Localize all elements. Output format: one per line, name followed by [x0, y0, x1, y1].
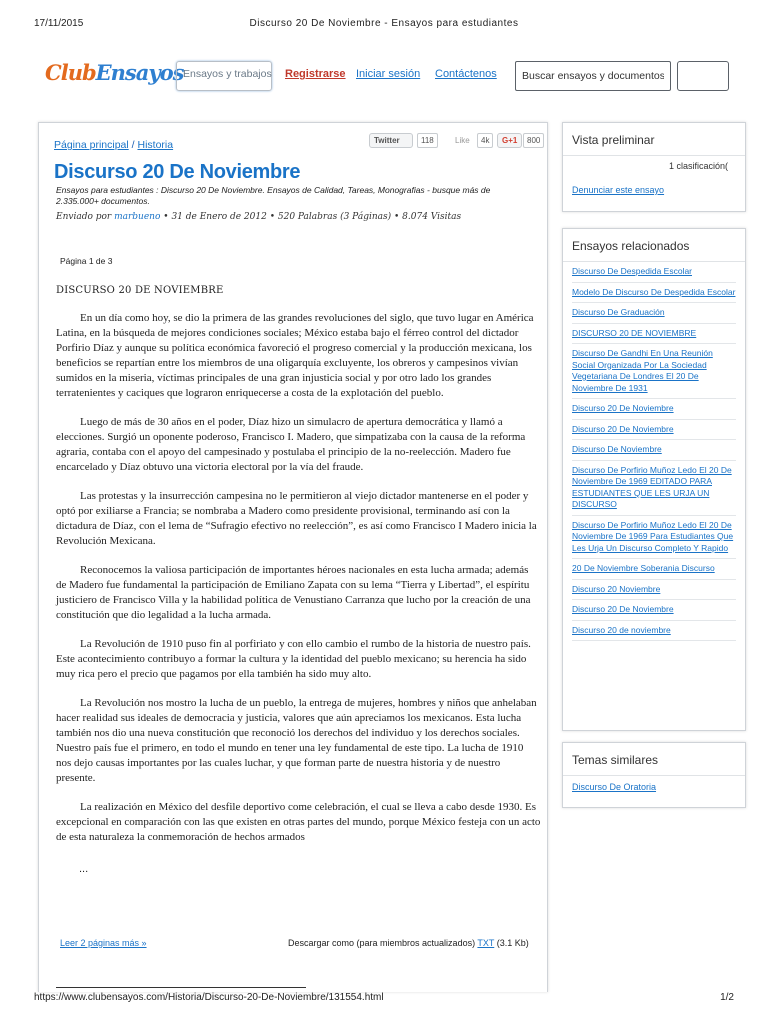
- download-txt-link[interactable]: TXT: [477, 938, 495, 948]
- like-count: 4k: [477, 133, 493, 148]
- breadcrumb-separator: /: [131, 139, 135, 151]
- essay-stats: • 31 de Enero de 2012 • 520 Palabras (3 Páginas) • 8.074 Visitas: [163, 212, 462, 222]
- clubensayos-logo[interactable]: ClubEnsayos: [45, 60, 184, 85]
- similar-topics-card: [562, 742, 746, 808]
- list-item: [572, 420, 736, 441]
- twitter-count: 118: [417, 133, 438, 148]
- print-url: https://www.clubensayos.com/Historia/Discurso-20-De-Noviembre/131554.html: [34, 992, 384, 1003]
- search-input[interactable]: [515, 61, 671, 91]
- preview-title: Vista preliminar: [563, 123, 745, 156]
- author-link[interactable]: marbueno: [114, 212, 161, 222]
- rating-count: 1 clasificación(: [669, 161, 729, 171]
- related-link[interactable]: Discurso 20 De Noviembre: [572, 604, 674, 614]
- list-item: [572, 621, 736, 642]
- twitter-button[interactable]: Twitter: [369, 133, 413, 148]
- download-size: (3.1 Kb): [496, 938, 529, 948]
- read-more-link[interactable]: Leer 2 páginas más »: [60, 938, 147, 948]
- print-page-number: 1/2: [720, 992, 734, 1003]
- similar-topic-link[interactable]: Discurso De Oratoria: [572, 782, 657, 792]
- breadcrumb-history[interactable]: Historia: [137, 139, 174, 151]
- essay-meta: Enviado por marbueno • 31 de Enero de 2012 • 520 Palabras (3 Páginas) • 8.074 Visitas: [56, 212, 462, 222]
- top-navigation: [38, 58, 768, 92]
- list-item: [572, 303, 736, 324]
- ellipsis: ...: [79, 863, 89, 875]
- related-link[interactable]: Discurso 20 Noviembre: [572, 583, 661, 594]
- essay-heading: DISCURSO 20 DE NOVIEMBRE: [56, 285, 224, 296]
- print-date: 17/11/2015: [34, 18, 84, 29]
- report-essay-link[interactable]: Denunciar este ensayo: [572, 185, 665, 195]
- paragraph: Reconocemos la valiosa participación de importantes héroes nacionales en esta lucha armada; además de Madero fue fundamental la participación de Emiliano Zapata con su lema “Tierra y Libertad”, el espíritu justiciero de Francisco Villa y la habilidad política de Venustiano Carranza que lucho por la creación de una constitución que dio legalidad a la lucha armada.: [56, 564, 531, 621]
- breadcrumb: [54, 139, 173, 151]
- breadcrumb-home[interactable]: Página principal: [54, 139, 129, 151]
- contact-link[interactable]: Contáctenos: [435, 68, 497, 80]
- essay-content: [38, 122, 548, 992]
- similar-title: Temas similares: [563, 743, 745, 776]
- related-link[interactable]: DISCURSO 20 DE NOVIEMBRE: [572, 327, 697, 338]
- paragraph: La Revolución nos mostro la lucha de un pueblo, la entrega de mujeres, hombres y niños que anhelaban hacer realidad sus ideales de democracia y justicia, valores que aún apreciamos los mexicanos. Esta lucha también nos dio una nueva constitución que reconoció los derechos del individuo y los derechos sociales. Nuestro país fue el primero, en todo el mundo en tener una ley fundamental de este tipo. La lucha de 1910 nos dejo causas importantes por las cuales luchar, y que forman parte de nuestra historia y de nuestro presente.: [56, 697, 537, 784]
- essay-title: Discurso 20 De Noviembre: [54, 161, 301, 183]
- related-link[interactable]: 20 De Noviembre Soberania Discurso: [572, 563, 715, 573]
- download-row: Descargar como (para miembros actualizados) TXT (3.1 Kb): [288, 938, 529, 948]
- essay-subtitle: Ensayos para estudiantes : Discurso 20 De Noviembre. Ensayos de Calidad, Tareas, Monografias - busque más de 2.335.000+ documentos.: [56, 185, 491, 206]
- gplus-button[interactable]: G+1: [497, 133, 522, 148]
- paragraph: En un día como hoy, se dio la primera de las grandes revoluciones del siglo, que tuvo lugar en América Latina, en la búsqueda de mejores condiciones sociales; México estaba bajo el férreo control del dictador Porfirio Díaz y aunque su política económica favoreció el progreso comercial y la producción mexicana, los beneficios se repartían entre los miembros de una oligarquía excluyente, los obreros y campesinos vivían sumidos en la miseria, víctimas principales de una gran injusticia social y por otro lado los grandes terratenientes y caciques que lograron enriquecerse a costa de la explotación del pueblo.: [56, 312, 534, 399]
- related-link[interactable]: Discurso De Porfirio Muñoz Ledo El 20 De Noviembre De 1969 EDITADO PARA ESTUDIANTES QUE LES URJA UN DISCURSO: [572, 464, 732, 509]
- related-link[interactable]: Modelo De Discurso De Despedida Escolar: [572, 286, 736, 297]
- page-indicator: Página 1 de 3: [60, 256, 113, 266]
- paragraph: Luego de más de 30 años en el poder, Díaz hizo un simulacro de apertura democrática y llamó a elecciones. Surgió un oponente poderoso, Francisco I. Madero, que simpatizaba con la causa de la reforma agraria, contaba con el apoyo del campesinado y postulaba el principio de la no-reelección. Madero fue encarcelado y Díaz obtuvo una victoria electoral por la vía del fraude.: [56, 416, 526, 473]
- related-list: [563, 262, 745, 641]
- list-item: [572, 324, 736, 345]
- list-item: [572, 440, 736, 461]
- list-item: [572, 262, 736, 283]
- list-item: [572, 516, 736, 560]
- login-link[interactable]: Iniciar sesión: [356, 68, 421, 80]
- related-title: Ensayos relacionados: [563, 229, 745, 262]
- related-link[interactable]: Discurso 20 De Noviembre: [572, 403, 674, 413]
- like-label[interactable]: Like: [455, 136, 470, 145]
- paragraph: La realización en México del desfile deportivo come celebración, el cual se lleva a cabo desde 1930. Es excepcional en comparación con las que existen en otras partes del mundo, porque México festeja con un acto de esta naturaleza la conmemoración de hechos armados: [56, 801, 541, 843]
- list-item: [572, 461, 736, 516]
- related-link[interactable]: Discurso De Graduación: [572, 307, 665, 317]
- related-link[interactable]: Discurso De Noviembre: [572, 444, 662, 454]
- related-link[interactable]: Discurso De Porfirio Muñoz Ledo El 20 De Noviembre De 1969 Para Estudiantes Que Les Urja Un Discurso Completo Y Rapido: [572, 519, 734, 553]
- category-select[interactable]: Ensayos y trabajos: [176, 61, 272, 91]
- related-link[interactable]: Discurso 20 De Noviembre: [572, 423, 674, 434]
- related-essays-card: [562, 228, 746, 731]
- essay-body: [56, 311, 541, 859]
- related-link[interactable]: Discurso De Gandhi En Una Reunión Social Organizada Por La Sociedad Vegetariana De Londres El 20 De Noviembre De 1931: [572, 348, 713, 393]
- related-link[interactable]: Discurso De Despedida Escolar: [572, 266, 692, 276]
- list-item: [572, 559, 736, 580]
- list-item: [572, 344, 736, 399]
- search-button[interactable]: [677, 61, 729, 91]
- paragraph: La Revolución de 1910 puso fin al porfiriato y con ello cambio el rumbo de la historia de nuestro país. Este acontecimiento contribuyo a formar la cultura y la identidad del pueblo mexicano; su herencia ha sido muy rica pero el precio que pagamos por ella también ha sido muy alto.: [56, 638, 531, 680]
- related-link[interactable]: Discurso 20 de noviembre: [572, 624, 671, 635]
- preview-card: [562, 122, 746, 212]
- print-title: Discurso 20 De Noviembre - Ensayos para estudiantes: [249, 18, 519, 29]
- gplus-count: 800: [523, 133, 544, 148]
- list-item: [572, 283, 736, 304]
- list-item: [572, 580, 736, 601]
- divider: [56, 987, 306, 988]
- paragraph: Las protestas y la insurrección campesina no le permitieron al viejo dictador mantenerse en el poder y optó por exiliarse a Francia; se nombraba a Madero como presidente provisional, terminando así con la dictadura de Díaz, con el lema de “Sufragio efectivo no reelección”, es así como Francisco I Madero inicia la Revolución Mexicana.: [56, 490, 537, 547]
- list-item: [572, 600, 736, 621]
- register-link[interactable]: Registrarse: [285, 68, 346, 80]
- list-item: [572, 399, 736, 420]
